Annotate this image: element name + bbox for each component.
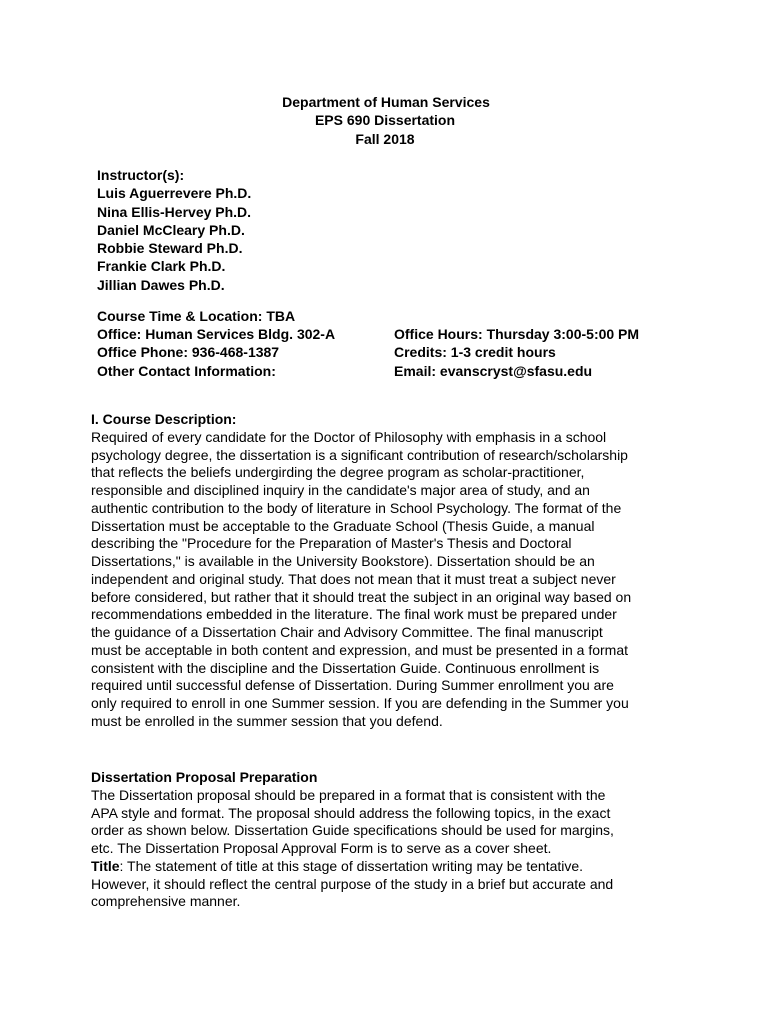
paragraph-line: authentic contribution to the body of literature in School Psychology. The format of the [91, 499, 622, 516]
proposal-heading: Dissertation Proposal Preparation [91, 769, 318, 785]
paragraph-line: that reflects the beliefs undergirding the degree program as scholar-practitioner, [91, 464, 585, 481]
paragraph-line: However, it should reflect the central purpose of the study in a brief but accurate and [91, 875, 614, 892]
paragraph-line: order as shown below. Dissertation Guide specifications should be used for margins, [91, 822, 614, 839]
course-info [97, 307, 717, 380]
other-contact-label: Other Contact Information: [97, 362, 276, 379]
paragraph-line: Required of every candidate for the Doctor of Philosophy with emphasis in a school [91, 428, 607, 445]
paragraph-line: must be acceptable in both content and expression, and must be presented in a format [91, 641, 628, 658]
course-description-text [91, 429, 691, 731]
contact-email: Email: evanscryst@sfasu.edu [394, 362, 593, 379]
office-location: Office: Human Services Bldg. 302-A [97, 326, 336, 343]
proposal-text [91, 787, 691, 911]
course-description-section [91, 411, 691, 731]
paragraph-line: Dissertations," is available in the University Bookstore). Dissertation should be an [91, 553, 595, 570]
paragraph-line: APA style and format. The proposal should address the following topics, in the exact [91, 804, 611, 821]
paragraph-line: etc. The Dissertation Proposal Approval Form is to serve as a cover sheet. [91, 840, 552, 857]
course-time-location: Course Time & Location: TBA [97, 308, 296, 324]
paragraph-line: The Dissertation proposal should be prepared in a format that is consistent with the [91, 786, 606, 803]
course-title: EPS 690 Dissertation [314, 112, 456, 129]
paragraph-line: responsible and disciplined inquiry in the candidate's major area of study, and an [91, 482, 590, 499]
title-line [91, 858, 691, 876]
title-label: Title [91, 857, 120, 874]
paragraph-line: recommendations embedded in the literature. The final work must be prepared under [91, 606, 617, 623]
instructor-list [97, 166, 251, 294]
instructor-name: Jillian Dawes Ph.D. [97, 276, 225, 293]
paragraph-line: describing the "Procedure for the Preparation of Master's Thesis and Doctoral [91, 535, 572, 552]
instructor-name: Nina Ellis-Hervey Ph.D. [97, 203, 252, 220]
office-phone: Office Phone: 936-468-1387 [97, 344, 280, 361]
instructor-label: Instructor(s): [97, 167, 185, 183]
instructor-name: Daniel McCleary Ph.D. [97, 221, 245, 238]
instructor-name: Robbie Steward Ph.D. [97, 240, 243, 257]
course-description-heading: I. Course Description: [91, 411, 237, 427]
paragraph-line: before considered, but rather that it should treat the subject in an original way based on [91, 588, 632, 605]
document-header [0, 93, 770, 148]
instructor-name: Frankie Clark Ph.D. [97, 258, 226, 275]
proposal-section [91, 769, 691, 911]
paragraph-line: comprehensive manner. [91, 893, 241, 910]
paragraph-line: the guidance of a Dissertation Chair and Advisory Committee. The final manuscript [91, 624, 603, 641]
paragraph-line: independent and original study. That does not mean that it must treat a subject never [91, 570, 616, 587]
paragraph-line: Dissertation must be acceptable to the Graduate School (Thesis Guide, a manual [91, 517, 595, 534]
paragraph-line: required until successful defense of Dissertation. During Summer enrollment you are [91, 677, 614, 694]
paragraph-line: only required to enroll in one Summer session. If you are defending in the Summer you [91, 695, 629, 712]
credit-hours: Credits: 1-3 credit hours [394, 344, 556, 361]
instructor-name: Luis Aguerrevere Ph.D. [97, 185, 252, 202]
department-name: Department of Human Services [282, 94, 490, 110]
paragraph-line: must be enrolled in the summer session that you defend. [91, 712, 443, 729]
title-text: : The statement of title at this stage of dissertation writing may be tentative. [119, 857, 584, 874]
paragraph-line: psychology degree, the dissertation is a significant contribution of research/scholarship [91, 446, 628, 463]
paragraph-line: consistent with the discipline and the Dissertation Guide. Continuous enrollment is [91, 659, 600, 676]
office-hours: Office Hours: Thursday 3:00-5:00 PM [394, 326, 640, 343]
course-term: Fall 2018 [355, 130, 415, 147]
